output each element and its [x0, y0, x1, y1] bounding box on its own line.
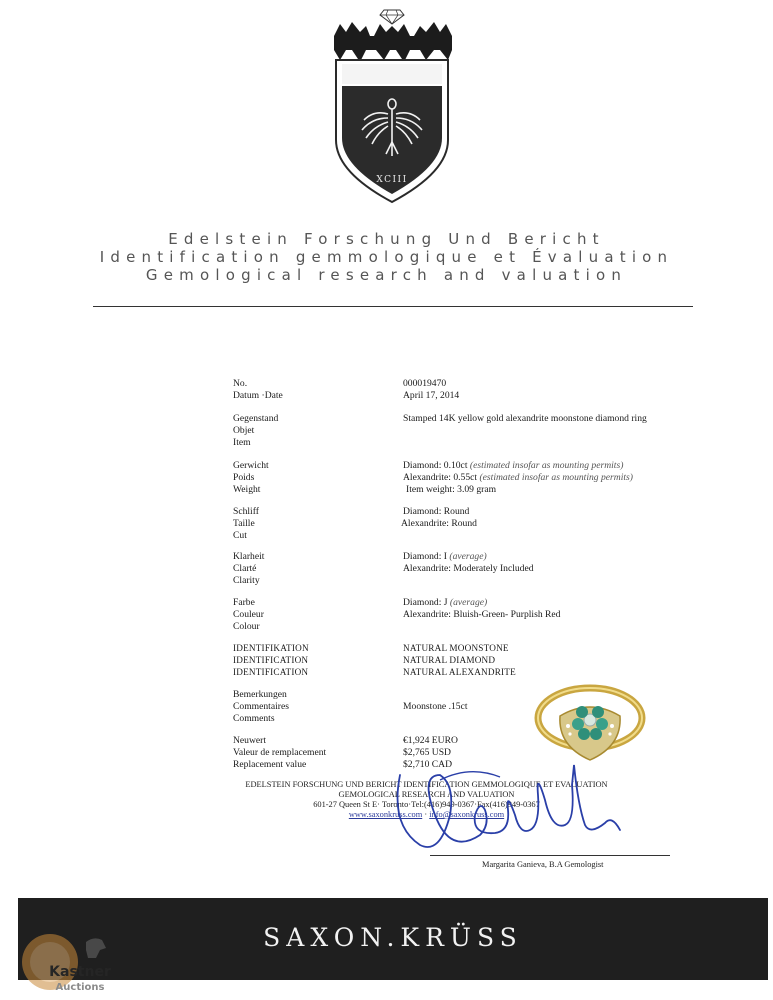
weight-item: Item weight: 3.09 gram [406, 484, 497, 495]
cut-label-de: Schliff [233, 506, 259, 517]
value-usd: $2,765 USD [403, 747, 451, 758]
weight-alexandrite-note: (estimated insofar as mounting permits) [479, 472, 633, 483]
item-label-de: Gegenstand [233, 413, 279, 424]
colour-label-de: Farbe [233, 597, 255, 608]
item-label-en: Item [233, 437, 251, 448]
ident-alexandrite: NATURAL ALEXANDRITE [403, 667, 516, 677]
comments-label-en: Comments [233, 713, 275, 724]
value-label-fr: Valeur de remplacement [233, 747, 327, 758]
clarity-diamond: Diamond: I (average) [403, 551, 487, 562]
item-label-fr: Objet [233, 425, 255, 436]
value-euro: €1,924 EURO [403, 735, 458, 746]
clarity-label-fr: Clarté [233, 563, 257, 574]
header-divider [93, 306, 693, 307]
signature-line [430, 855, 670, 856]
ring-photo [530, 676, 650, 766]
crest-emblem [330, 2, 454, 208]
header-line-french: Identification gemmologique et Évaluation [99, 248, 674, 266]
footer-address: 601-27 Queen St E· Toronto·Tel:(416)949-0367·Fax(416)949-0367 [313, 800, 540, 809]
colour-diamond: Diamond: J (average) [403, 597, 488, 608]
comments-label-de: Bemerkungen [233, 689, 287, 700]
weight-label-fr: Poids [233, 472, 255, 483]
clarity-label-en: Clarity [233, 575, 260, 586]
colour-label-fr: Couleur [233, 609, 264, 620]
crest-numeral: XCIII [376, 175, 408, 185]
weight-alexandrite: Alexandrite: 0.55ct (estimated insofar as mounting permits) [403, 472, 633, 483]
heraldic-beasts [334, 22, 452, 62]
email-link[interactable]: info@saxonkruss.com [429, 810, 505, 819]
cut-diamond: Diamond: Round [403, 506, 470, 517]
colour-alexandrite: Alexandrite: Bluish-Green- Purplish Red [403, 609, 561, 620]
footer-company-line: EDELSTEIN FORSCHUNG UND BERICHT IDENTIFICATION GEMMOLOGIQUE ET EVALUATION [245, 780, 608, 789]
clarity-label-de: Klarheit [233, 551, 265, 562]
date-label: Datum ·Date [233, 390, 283, 401]
ident-label-de: IDENTIFIKATION [233, 643, 309, 653]
item-description: Stamped 14K yellow gold alexandrite moonstone diamond ring [403, 413, 647, 424]
shield [336, 60, 448, 202]
no-label: No. [233, 378, 248, 389]
horse-icon [86, 938, 106, 958]
colour-label-en: Colour [233, 621, 260, 632]
header-line-german: Edelstein Forschung Und Bericht [168, 230, 605, 248]
watermark-line1: Kastner [49, 964, 111, 980]
watermark-line2: Auctions [55, 982, 105, 993]
weight-label-en: Weight [233, 484, 261, 495]
header-line-english: Gemological research and valuation [145, 266, 628, 284]
comments-label-fr: Commentaires [233, 701, 289, 712]
diamond-icon [380, 10, 404, 24]
clarity-alexandrite: Alexandrite: Moderately Included [403, 563, 534, 574]
weight-label-de: Gerwicht [233, 460, 269, 471]
website-link[interactable]: www.saxonkruss.com [348, 810, 423, 819]
brand-name: SAXON.KRÜSS [263, 923, 523, 952]
cut-alexandrite: Alexandrite: Round [401, 518, 477, 529]
auction-watermark [8, 928, 123, 996]
value-label-de: Neuwert [233, 735, 267, 746]
ident-label-fr: IDENTIFICATION [233, 655, 309, 665]
signature [380, 755, 640, 865]
comments-value: Moonstone .15ct [403, 701, 468, 712]
colour-diamond-note: (average) [449, 597, 488, 608]
footer-subtitle: GEMOLOGICAL RESEARCH AND VALUATION [338, 790, 515, 799]
cut-label-en: Cut [233, 530, 247, 541]
certificate-date: April 17, 2014 [403, 390, 460, 401]
ident-diamond: NATURAL DIAMOND [403, 655, 496, 665]
cut-label-fr: Taille [233, 518, 255, 529]
value-label-en: Replacement value [233, 759, 307, 770]
certificate-number: 000019470 [403, 378, 447, 389]
value-cad: $2,710 CAD [403, 759, 453, 770]
clarity-diamond-note: (average) [449, 551, 487, 562]
weight-diamond-note: (estimated insofar as mounting permits) [469, 460, 624, 471]
ident-label-en: IDENTIFICATION [233, 667, 309, 677]
signatory-name: Margarita Ganieva, B.A Gemologist [482, 860, 604, 869]
weight-diamond: Diamond: 0.10ct (estimated insofar as mounting permits) [403, 460, 624, 471]
ident-moonstone: NATURAL MOONSTONE [403, 643, 509, 653]
footer-contacts: www.saxonkruss.com · info@saxonkruss.com [348, 810, 505, 819]
